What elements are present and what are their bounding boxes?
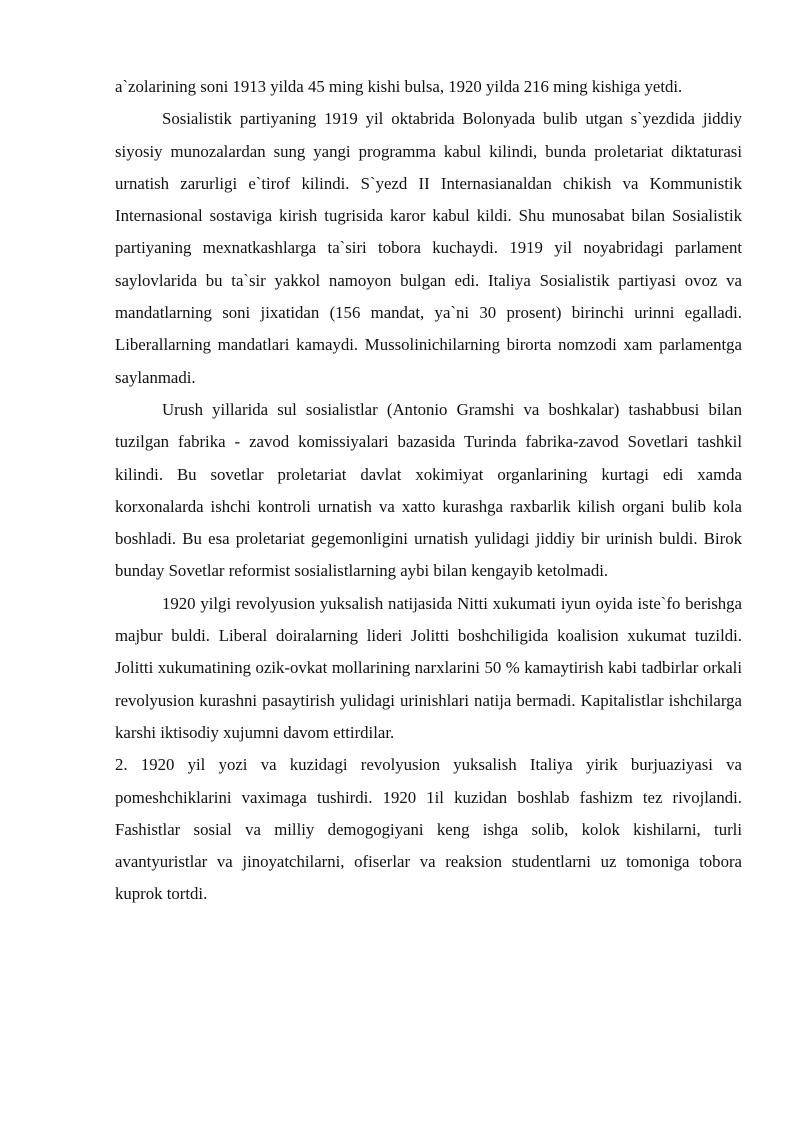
paragraph-fascism-rise: 2. 1920 yil yozi va kuzidagi revolyusion yuksalish Italiya yirik burjuaziyasi va pomeshchiklarini vaximaga tushirdi. 1920 1il kuzidan boshlab fashizm tez rivojlandi. Fashistlar sosial va milliy demogogiyani keng ishga solib, kolok kishilarni, turli avantyuristlar va jinoyatchilarni, ofiserlar va reaksion studentlarni uz tomoniga tobora kuprok tortdi. <box>115 755 742 904</box>
paragraph-socialist-congress: Sosialistik partiyaning 1919 yil oktabrida Bolonyada bulib utgan s`yezdida jiddiy siyosiy munozalardan sung yangi programma kabul kilindi, bunda proletariat diktaturasi urnatish zarurligi e`tirof kilindi. S`yezd II Internasianaldan chikish va Kommunistik Internasional sostaviga kirish tugrisida karor kabul kildi. Shu munosabat bilan Sosialistik partiyaning mexnatkashlarga ta`siri tobora kuchaydi. 1919 yil noyabridagi parlament saylovlarida bu ta`sir yakkol namoyon bulgan edi. Italiya Sosialistik partiyasi ovoz va mandatlarning soni jixatidan (156 mandat, ya`ni 30 prosent) birinchi urinni egalladi. Liberallarning mandatlari kamaydi. Mussolinichilarning birorta nomzodi xam parlamentga saylanmadi. <box>115 109 742 387</box>
paragraph-continuation: a`zolarining soni 1913 yilda 45 ming kishi bulsa, 1920 yilda 216 ming kishiga yetdi. <box>115 77 683 96</box>
paragraph-jolitti-government: 1920 yilgi revolyusion yuksalish natijasida Nitti xukumati iyun oyida iste`fo berishga majbur buldi. Liberal doiralarning lideri Jolitti boshchiligida koalision xukumat tuzildi. Jolitti xukumatining ozik-ovkat mollarining narxlarini 50 % kamaytirish kabi tadbirlar orkali revolyusion kurashni pasaytirish yulidagi urinishlari natija bermadi. Kapitalistlar ishchilarga karshi iktisodiy xujumni davom ettirdilar. <box>115 593 742 742</box>
body-text <box>115 71 742 911</box>
paragraph-factory-councils: Urush yillarida sul sosialistlar (Antonio Gramshi va boshkalar) tashabbusi bilan tuzilgan fabrika - zavod komissiyalari bazasida Turinda fabrika-zavod Sovetlari tashkil kilindi. Bu sovetlar proletariat davlat xokimiyat organlarining kurtagi edi xamda korxonalarda ishchi kontroli urnatish va xatto kurashga raxbarlik kilish organi bulib kola boshladi. Bu esa proletariat gegemonligini urnatish yulidagi jiddiy bir urinish buldi. Birok bunday Sovetlar reformist sosialistlarning aybi bilan kengayib ketolmadi. <box>115 399 742 581</box>
